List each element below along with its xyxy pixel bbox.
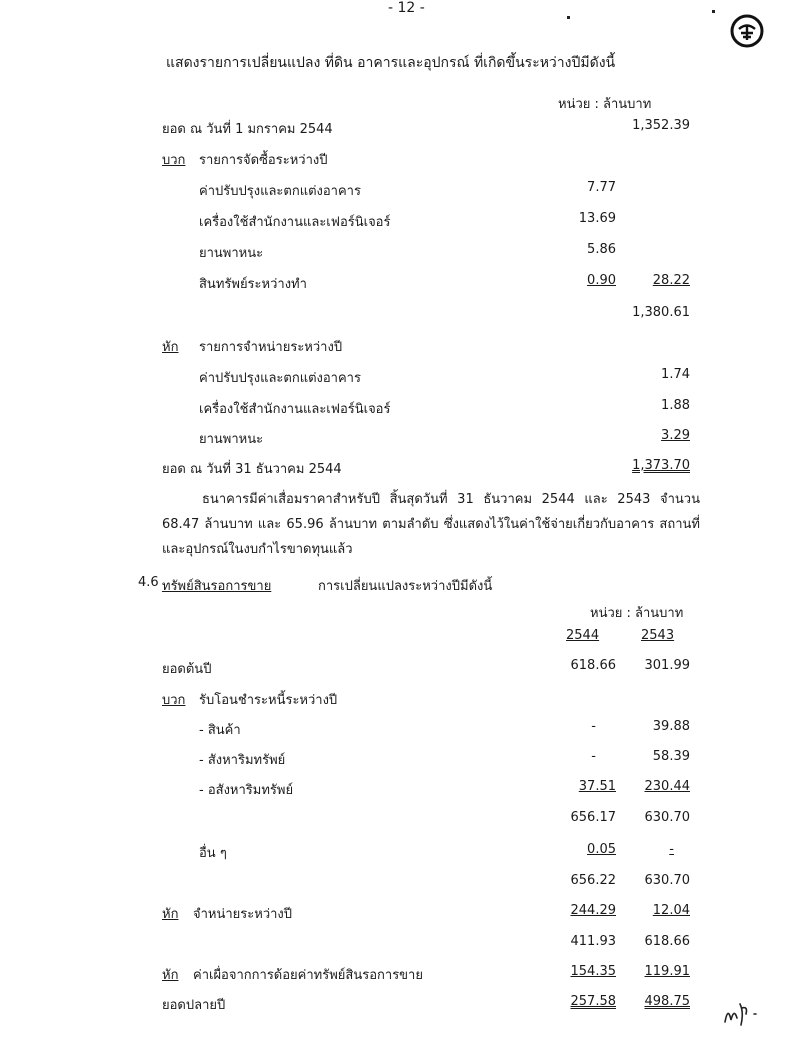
- add-item-value: 7.77: [587, 180, 616, 195]
- add-label: รายการจัดซื้อระหว่างปี: [199, 153, 328, 168]
- row-label: ยอดต้นปี: [162, 662, 212, 677]
- less-item-label: ค่าปรับปรุงและตกแต่งอาคาร: [199, 371, 361, 386]
- cell-2543: 12.04: [652, 903, 690, 918]
- row-label: ค่าเผื่อจากการด้อยค่าทรัพย์สินรอการขาย: [193, 968, 423, 983]
- column-header-2543: 2543: [641, 628, 675, 643]
- depreciation-paragraph: ธนาคารมีค่าเสื่อมราคาสำหรับปี สิ้นสุดวันที่ 31 ธันวาคม 2544 และ 2543 จำนวน 68.47 ล้านบาท และ 65.96 ล้านบาท ตามลำดับ ซึ่งแสดงไว้ในค่าใช้จ่ายเกี่ยวกับอาคาร สถานที่ และอุปกรณ์ในงบกำไรขาดทุนแล้ว: [162, 492, 700, 557]
- cell-2544: 656.17: [570, 810, 616, 825]
- section2-number: 4.6: [138, 575, 159, 590]
- row-label: อื่น ๆ: [199, 846, 227, 861]
- scan-dot: [712, 10, 715, 13]
- cell-2544: -: [591, 719, 596, 734]
- cell-2543: 39.88: [652, 719, 690, 734]
- cell-2544: 244.29: [570, 903, 616, 918]
- cell-2543: 58.39: [652, 749, 690, 764]
- section2-title: ทรัพย์สินรอการขาย: [162, 579, 272, 594]
- add-item-value: 13.69: [578, 211, 616, 226]
- less-item-value: 1.74: [661, 367, 690, 382]
- add-prefix: บวก: [162, 693, 186, 708]
- cell-2543: 630.70: [644, 873, 690, 888]
- cell-2544: 37.51: [578, 779, 616, 794]
- add-item-label: เครื่องใช้สำนักงานและเฟอร์นิเจอร์: [199, 215, 391, 230]
- unit-label: หน่วย : ล้านบาท: [558, 97, 652, 112]
- bank-emblem-icon: [730, 14, 764, 48]
- cell-2543: -: [669, 842, 674, 857]
- less-label: รายการจำหน่ายระหว่างปี: [199, 340, 343, 355]
- section1-heading: แสดงรายการเปลี่ยนแปลง ที่ดิน อาคารและอุปกรณ์ ที่เกิดขึ้นระหว่างปีมีดังนี้: [166, 55, 616, 71]
- add-prefix: บวก: [162, 153, 186, 168]
- cell-2543: 498.75: [644, 994, 690, 1009]
- subtotal-value: 1,380.61: [632, 305, 690, 320]
- cell-2544: 411.93: [570, 934, 616, 949]
- row-label: - สังหาริมทรัพย์: [199, 753, 286, 768]
- cell-2543: 119.91: [644, 964, 690, 979]
- cell-2544: 0.05: [587, 842, 616, 857]
- cell-2544: -: [591, 749, 596, 764]
- less-item-label: ยานพาหนะ: [199, 432, 264, 447]
- add-item-value: 0.90: [587, 273, 616, 288]
- unit-label: หน่วย : ล้านบาท: [590, 606, 684, 621]
- row-label: จำหน่ายระหว่างปี: [193, 907, 293, 922]
- cell-2543: 301.99: [644, 658, 690, 673]
- add-item-value: 5.86: [587, 242, 616, 257]
- add-item-label: ยานพาหนะ: [199, 246, 264, 261]
- cell-2543: 230.44: [644, 779, 690, 794]
- less-prefix: หัก: [162, 340, 179, 355]
- row-label: ยอดปลายปี: [162, 998, 226, 1013]
- handwritten-initials-icon: [722, 998, 766, 1028]
- section2-subtitle: การเปลี่ยนแปลงระหว่างปีมีดังนี้: [318, 579, 493, 594]
- less-item-label: เครื่องใช้สำนักงานและเฟอร์นิเจอร์: [199, 402, 391, 417]
- column-header-2544: 2544: [566, 628, 600, 643]
- cell-2543: 618.66: [644, 934, 690, 949]
- cell-2544: 656.22: [570, 873, 616, 888]
- cell-2544: 257.58: [570, 994, 616, 1009]
- less-item-value: 3.29: [661, 428, 690, 443]
- row-label: รับโอนชำระหนี้ระหว่างปี: [199, 693, 338, 708]
- less-prefix: หัก: [162, 968, 179, 983]
- add-total: 28.22: [652, 273, 690, 288]
- add-item-label: สินทรัพย์ระหว่างทำ: [199, 277, 307, 292]
- opening-label: ยอด ณ วันที่ 1 มกราคม 2544: [162, 122, 333, 137]
- opening-value: 1,352.39: [632, 118, 690, 133]
- scan-dot: [567, 16, 570, 19]
- closing-label: ยอด ณ วันที่ 31 ธันวาคม 2544: [162, 462, 342, 477]
- cell-2544: 154.35: [570, 964, 616, 979]
- cell-2544: 618.66: [570, 658, 616, 673]
- row-label: - อสังหาริมทรัพย์: [199, 783, 294, 798]
- row-label: - สินค้า: [199, 723, 241, 738]
- cell-2543: 630.70: [644, 810, 690, 825]
- less-prefix: หัก: [162, 907, 179, 922]
- add-item-label: ค่าปรับปรุงและตกแต่งอาคาร: [199, 184, 361, 199]
- less-item-value: 1.88: [661, 398, 690, 413]
- page-number: - 12 -: [388, 0, 425, 16]
- closing-value: 1,373.70: [632, 458, 690, 473]
